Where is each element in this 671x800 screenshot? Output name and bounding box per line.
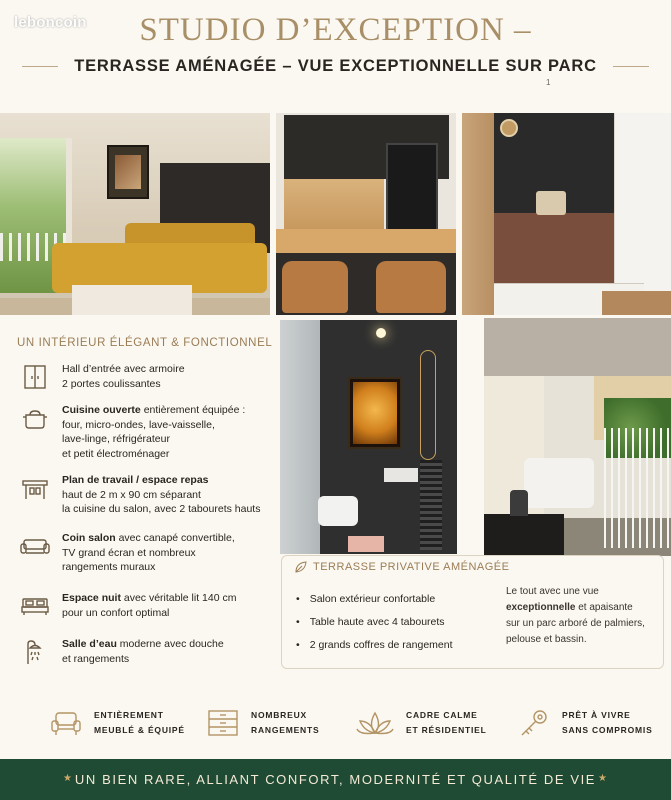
terrace-title-text: TERRASSE PRIVATIVE AMÉNAGÉE <box>313 561 510 573</box>
highlight-line: ET RÉSIDENTIEL <box>406 725 487 735</box>
feature-line: et rangements <box>62 652 130 665</box>
feature-bold: Espace nuit <box>62 592 121 604</box>
highlight-ready <box>518 708 653 738</box>
feature-living <box>18 531 235 575</box>
feature-bold: Cuisine ouverte <box>62 404 141 416</box>
lotus-icon <box>356 709 394 737</box>
terrace-box <box>281 555 664 669</box>
feature-sleeping <box>18 591 237 621</box>
highlights-row <box>0 708 671 752</box>
feature-line: rangements muraux <box>62 561 156 573</box>
list-item: • 2 grands coffres de rangement <box>296 634 453 657</box>
bed-icon <box>18 591 52 621</box>
view-line: Le tout avec une vue <box>506 586 599 597</box>
feature-kitchen <box>18 403 245 461</box>
terrace-view-text <box>506 584 662 648</box>
view-bold: exceptionnelle <box>506 602 576 613</box>
highlight-furnished <box>50 708 185 738</box>
storage-icon <box>207 709 239 737</box>
feature-line: haut de 2 m x 90 cm séparant <box>62 488 201 501</box>
subtitle-row <box>0 57 671 76</box>
list-item: • Salon extérieur confortable <box>296 588 453 611</box>
key-icon <box>518 709 550 737</box>
bathroom-photo <box>280 320 457 554</box>
counter-icon <box>18 473 52 503</box>
feature-bold: Salle d’eau <box>62 638 117 650</box>
highlight-calm <box>356 708 487 738</box>
terrace-photo <box>484 318 671 556</box>
feature-bold: Plan de travail / espace repas <box>62 474 209 486</box>
right-rule <box>613 66 649 67</box>
feature-entrance <box>18 362 185 392</box>
view-line: sur un parc arboré de palmiers, <box>506 618 645 629</box>
feature-line: pour un confort optimal <box>62 606 170 619</box>
feature-line: et petit électroménager <box>62 447 170 460</box>
left-rule <box>22 66 58 67</box>
feature-line: entièrement équipée : <box>140 404 246 416</box>
highlight-line: PRÊT À VIVRE <box>562 710 631 720</box>
highlight-storage <box>207 708 319 738</box>
highlight-line: NOMBREUX <box>251 710 307 720</box>
star-icon: ★ <box>598 773 607 784</box>
feature-line: 2 portes coulissantes <box>62 377 161 390</box>
footer-banner <box>0 759 671 800</box>
feature-bathroom <box>18 637 224 667</box>
shower-icon <box>18 637 52 667</box>
banner-text: UN BIEN RARE, ALLIANT CONFORT, MODERNITÉ ET QUALITÉ DE VIE <box>74 772 597 787</box>
feature-line: TV grand écran et nombreux <box>62 546 196 559</box>
cooking-pot-icon <box>18 403 52 433</box>
terrace-list <box>296 588 453 657</box>
highlight-line: SANS COMPROMIS <box>562 725 653 735</box>
page-marker: 1 <box>546 78 551 87</box>
page-subtitle: TERRASSE AMÉNAGÉE – VUE EXCEPTIONNELLE SUR PARC <box>74 57 597 75</box>
armchair-icon <box>50 709 82 737</box>
highlight-line: MEUBLÉ & ÉQUIPÉ <box>94 725 185 735</box>
sofa-icon <box>18 531 52 561</box>
feature-counter <box>18 473 260 517</box>
feature-line: moderne avec douche <box>116 638 224 650</box>
feature-line: lave-linge, réfrigérateur <box>62 433 170 445</box>
highlight-line: ENTIÈREMENT <box>94 710 164 720</box>
feature-line: four, micro-ondes, lave-vaisselle, <box>62 418 215 431</box>
feature-line: Hall d’entrée avec armoire <box>62 363 185 375</box>
highlight-line: CADRE CALME <box>406 710 478 720</box>
wardrobe-icon <box>18 362 52 392</box>
living-room-photo <box>0 113 270 315</box>
leboncoin-watermark: leboncoin <box>14 14 87 31</box>
feature-line: avec véritable lit 140 cm <box>120 592 237 604</box>
sleeping-area-photo <box>462 113 671 315</box>
star-icon: ★ <box>63 773 72 784</box>
kitchen-photo <box>276 113 456 315</box>
highlight-line: RANGEMENTS <box>251 725 320 735</box>
view-line: pelouse et bassin. <box>506 634 587 645</box>
feature-bold: Coin salon <box>62 532 116 544</box>
terrace-title <box>294 560 509 574</box>
view-line: et apaisante <box>575 602 633 613</box>
leaf-icon <box>294 560 308 574</box>
feature-line: avec canapé convertible, <box>115 532 235 544</box>
page-title: STUDIO D’EXCEPTION – <box>139 12 532 48</box>
list-item: • Table haute avec 4 tabourets <box>296 611 453 634</box>
interior-section-title: UN INTÉRIEUR ÉLÉGANT & FONCTIONNEL <box>17 337 273 349</box>
feature-line: la cuisine du salon, avec 2 tabourets hauts <box>62 503 261 515</box>
